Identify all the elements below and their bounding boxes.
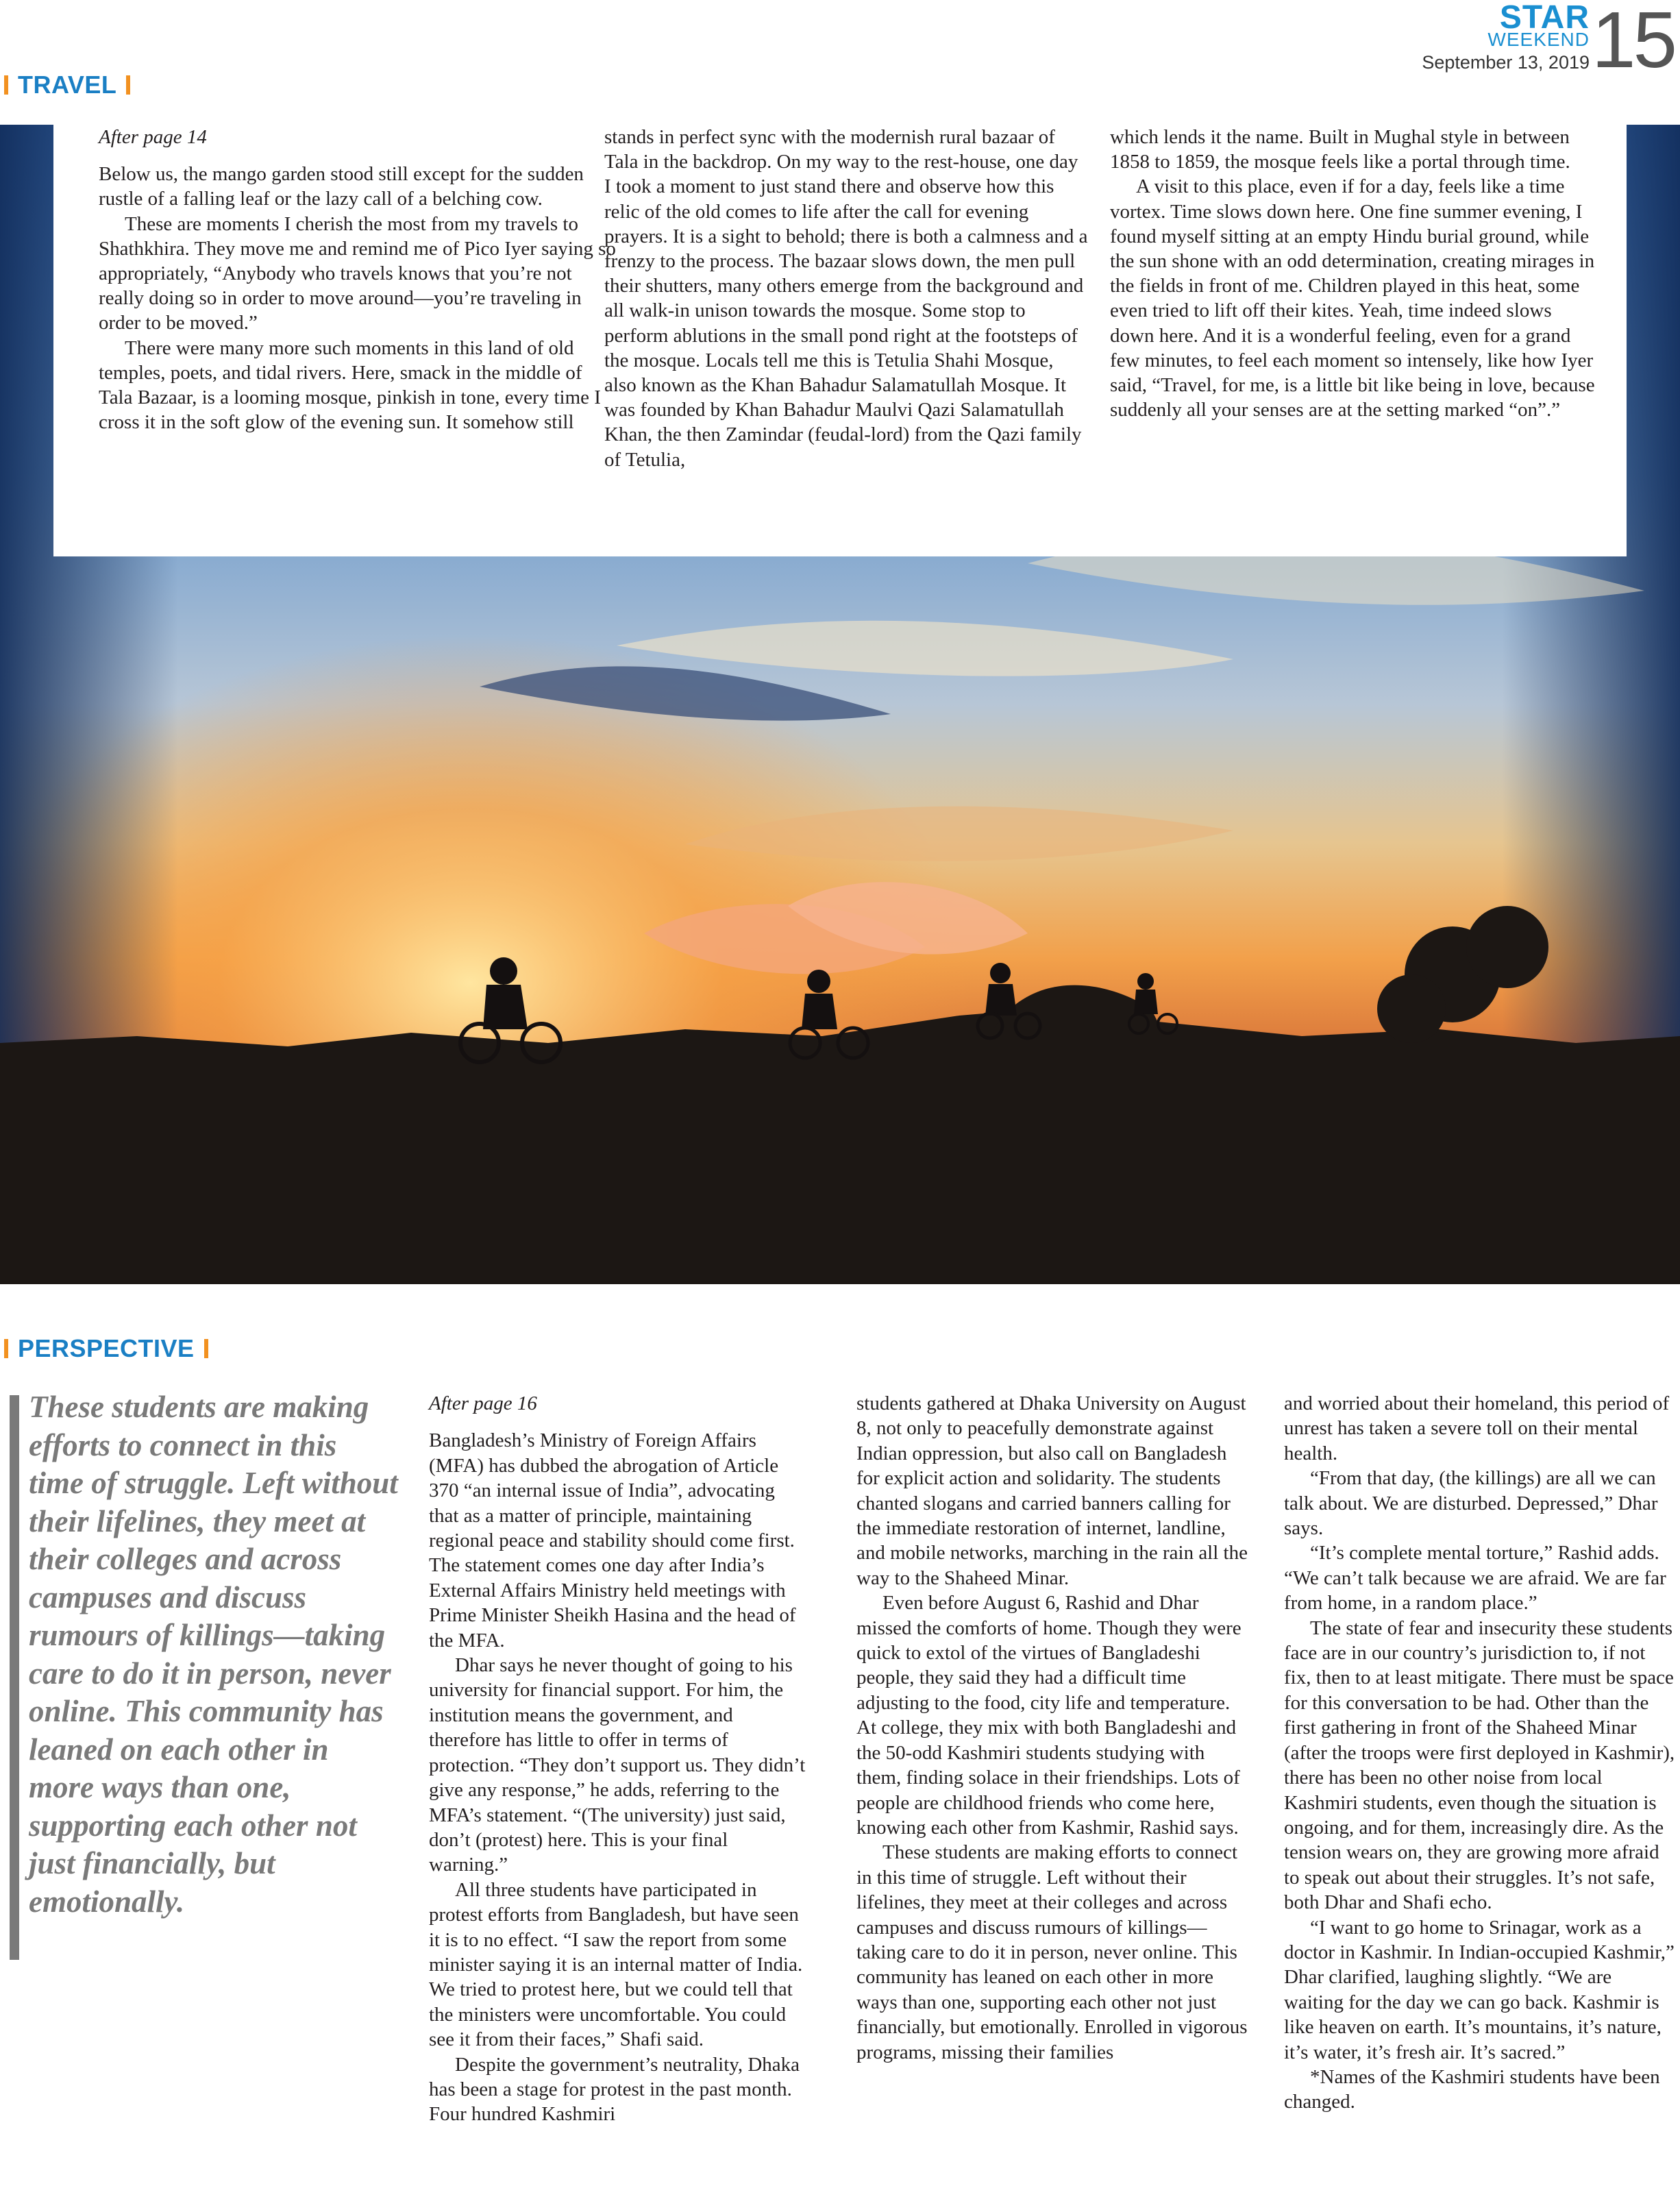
paragraph: A visit to this place, even if for a day, feels like a time vortex. Time slows down here. One fine summer evening, I found myself sitting at an empty Hindu burial ground, while the sun shone with an odd determination, creating mirages in the fields in front of me. Children played in this heat, some even tried to lift off their kites. Yeah, time indeed slows down here. And it is a wonderful feeling, even for a grand few minutes, to feel each moment so intensely, like how Iyer said, “Travel, for me, is a little bit like being in love, because suddenly all your senses are at the setting marked “on”.” xyxy=(1110,175,1595,421)
paragraph: “I want to go home to Srinagar, work as a doctor in Kashmir. In Indian-occupied Kashmir,” Dhar clarified, laughing slightly. “We are waiting for the day we can go back. Kashmir is like heaven on earth. It’s mountains, it’s nature, it’s water, it’s fresh air. It’s sacred.” xyxy=(1284,1916,1675,2063)
perspective-column-3 xyxy=(1284,1391,1676,2115)
perspective-column-2 xyxy=(856,1391,1248,2065)
perspective-column-1 xyxy=(429,1391,809,2127)
paragraph: stands in perfect sync with the modernish rural bazaar of Tala in the backdrop. On my way to the rest-house, one day I took a moment to just stand there and observe how this relic of the old comes to life after the call for evening prayers. It is a sight to behold; there is both a calmness and a frenzy to the process. The bazaar slows down, the men pull their shutters, many others emerge from the background and all walk-in unison towards the mosque. Some stop to perform ablutions in the small pond right at the footsteps of the mosque. Locals tell me this is Tetulia Shahi Mosque, also known as the Khan Bahadur Salamatullah Mosque. It was founded by Khan Bahadur Maulvi Qazi Salamatullah Khan, the then Zamindar (feudal-lord) from the Qazi family of Tetulia, xyxy=(604,126,1088,471)
issue-date: September 13, 2019 xyxy=(1422,52,1590,73)
paragraph: *Names of the Kashmiri students have been changed. xyxy=(1284,2065,1660,2113)
paragraph: These are moments I cherish the most from my travels to Shathkhira. They move me and remind me of Pico Iyer saying so appropriately, “Anybody who travels knows that you’re not really doing so in order to move around—you’re traveling in order to be moved.” xyxy=(99,212,616,334)
paragraph: Below us, the mango garden stood still except for the sudden rustle of a falling leaf or the lazy call of a belching cow. xyxy=(99,163,584,210)
paragraph: “It’s complete mental torture,” Rashid adds. “We can’t talk because we are afraid. We are far from home, in a random place.” xyxy=(1284,1542,1666,1614)
accent-bar-left xyxy=(4,1339,8,1358)
pullquote: These students are making efforts to connect in this time of struggle. Left without their lifelines, they meet at their colleges and across campuses and discuss rumours of killings—taking care to do it in person, never online. This community has leaned on each other in more ways than one, supporting each other not just financially, but emotionally. xyxy=(29,1390,398,1919)
paragraph: Despite the government’s neutrality, Dhaka has been a stage for protest in the past month. Four hundred Kashmiri xyxy=(429,2053,800,2126)
accent-bar-right xyxy=(204,1339,208,1358)
travel-column-1 xyxy=(99,125,619,434)
continued-from: After page 16 xyxy=(429,1392,537,1414)
paragraph: which lends it the name. Built in Mughal style in between 1858 to 1859, the mosque feels like a portal through time. xyxy=(1110,126,1570,173)
section-title-perspective: PERSPECTIVE xyxy=(18,1334,195,1362)
paragraph: All three students have participated in protest efforts from Bangladesh, but have seen it is to no effect. “I saw the report from some minister saying it is an internal matter of India. We tried to protest here, but we could tell that the ministers were uncomfortable. You could see it from their faces,” Shafi said. xyxy=(429,1878,803,2051)
paragraph: Even before August 6, Rashid and Dhar missed the comforts of home. Though they were quick to extol of the virtues of Bangladeshi people, they said they had a difficult time adjusting to the food, city life and temperature. At college, they mix with both Bangladeshi and the 50-odd Kashmiri students studying with them, finding solace in their friendships. Lots of people are childhood friends who come here, knowing each other from Kashmir, Rashid says. xyxy=(856,1592,1242,1839)
section-title-travel: TRAVEL xyxy=(18,71,117,99)
accent-bar-left xyxy=(4,75,8,95)
travel-column-2 xyxy=(604,125,1088,472)
paragraph: There were many more such moments in this land of old temples, poets, and tidal rivers. Here, smack in the middle of Tala Bazaar, is a looming mosque, pinkish in tone, every time I cross it in the soft glow of the evening sun. It somehow still xyxy=(99,336,601,434)
section-label-travel xyxy=(0,73,130,97)
travel-column-3 xyxy=(1110,125,1596,422)
accent-bar-right xyxy=(126,75,130,95)
continued-from: After page 14 xyxy=(99,126,207,148)
brand-star: STAR xyxy=(1499,0,1590,36)
paragraph: Bangladesh’s Ministry of Foreign Affairs (MFA) has dubbed the abrogation of Article 370 “an internal issue of India”, advocating that as a matter of principle, maintaining regional peace and stability should come first. The statement comes one day after India’s External Affairs Ministry held meetings with Prime Minister Sheikh Hasina and the head of the MFA. xyxy=(429,1429,796,1651)
pullquote-bar xyxy=(10,1395,19,1960)
paragraph: “From that day, (the killings) are all we can talk about. We are disturbed. Depressed,” Dhar says. xyxy=(1284,1467,1658,1540)
paragraph: Dhar says he never thought of going to his university for financial support. For him, the institution means the government, and therefore has little to offer in terms of protection. “They don’t support us. They didn’t give any response,” he adds, referring to the MFA’s statement. “(The university) just said, don’t (protest) here. This is your final warning.” xyxy=(429,1654,806,1876)
paragraph: and worried about their homeland, this period of unrest has taken a severe toll on their mental health. xyxy=(1284,1392,1670,1464)
paragraph: students gathered at Dhaka University on August 8, not only to peacefully demonstrate against Indian oppression, but also call on Bangladesh for explicit action and solidarity. The students chanted slogans and carried banners calling for the immediate restoration of internet, landline, and mobile networks, marching in the rain all the way to the Shaheed Minar. xyxy=(856,1392,1248,1589)
page-number: 15 xyxy=(1591,0,1675,84)
paragraph: These students are making efforts to connect in this time of struggle. Left without their lifelines, they meet at their colleges and across campuses and discuss rumours of killings—taking care to do it in person, never online. This community has leaned on each other in more ways than one, supporting each other not just financially, but emotionally. Enrolled in vigorous programs, missing their families xyxy=(856,1841,1248,2063)
travel-text-box xyxy=(53,125,1627,556)
brand-weekend: WEEKEND xyxy=(1487,29,1590,50)
masthead xyxy=(1420,0,1680,82)
paragraph: The state of fear and insecurity these students face are in our country’s jurisdiction to, if not fix, then to at least mitigate. There must be space for this conversation to be had. Other than the first gathering in front of the Shaheed Minar (after the troops were first deployed in Kashmir), there has been no other noise from local Kashmiri students, even though the situation is ongoing, and for them, increasingly dire. As the tension wears on, they are growing more afraid to speak out about their struggles. It’s not safe, both Dhar and Shafi echo. xyxy=(1284,1617,1675,1914)
section-label-perspective xyxy=(0,1336,208,1361)
